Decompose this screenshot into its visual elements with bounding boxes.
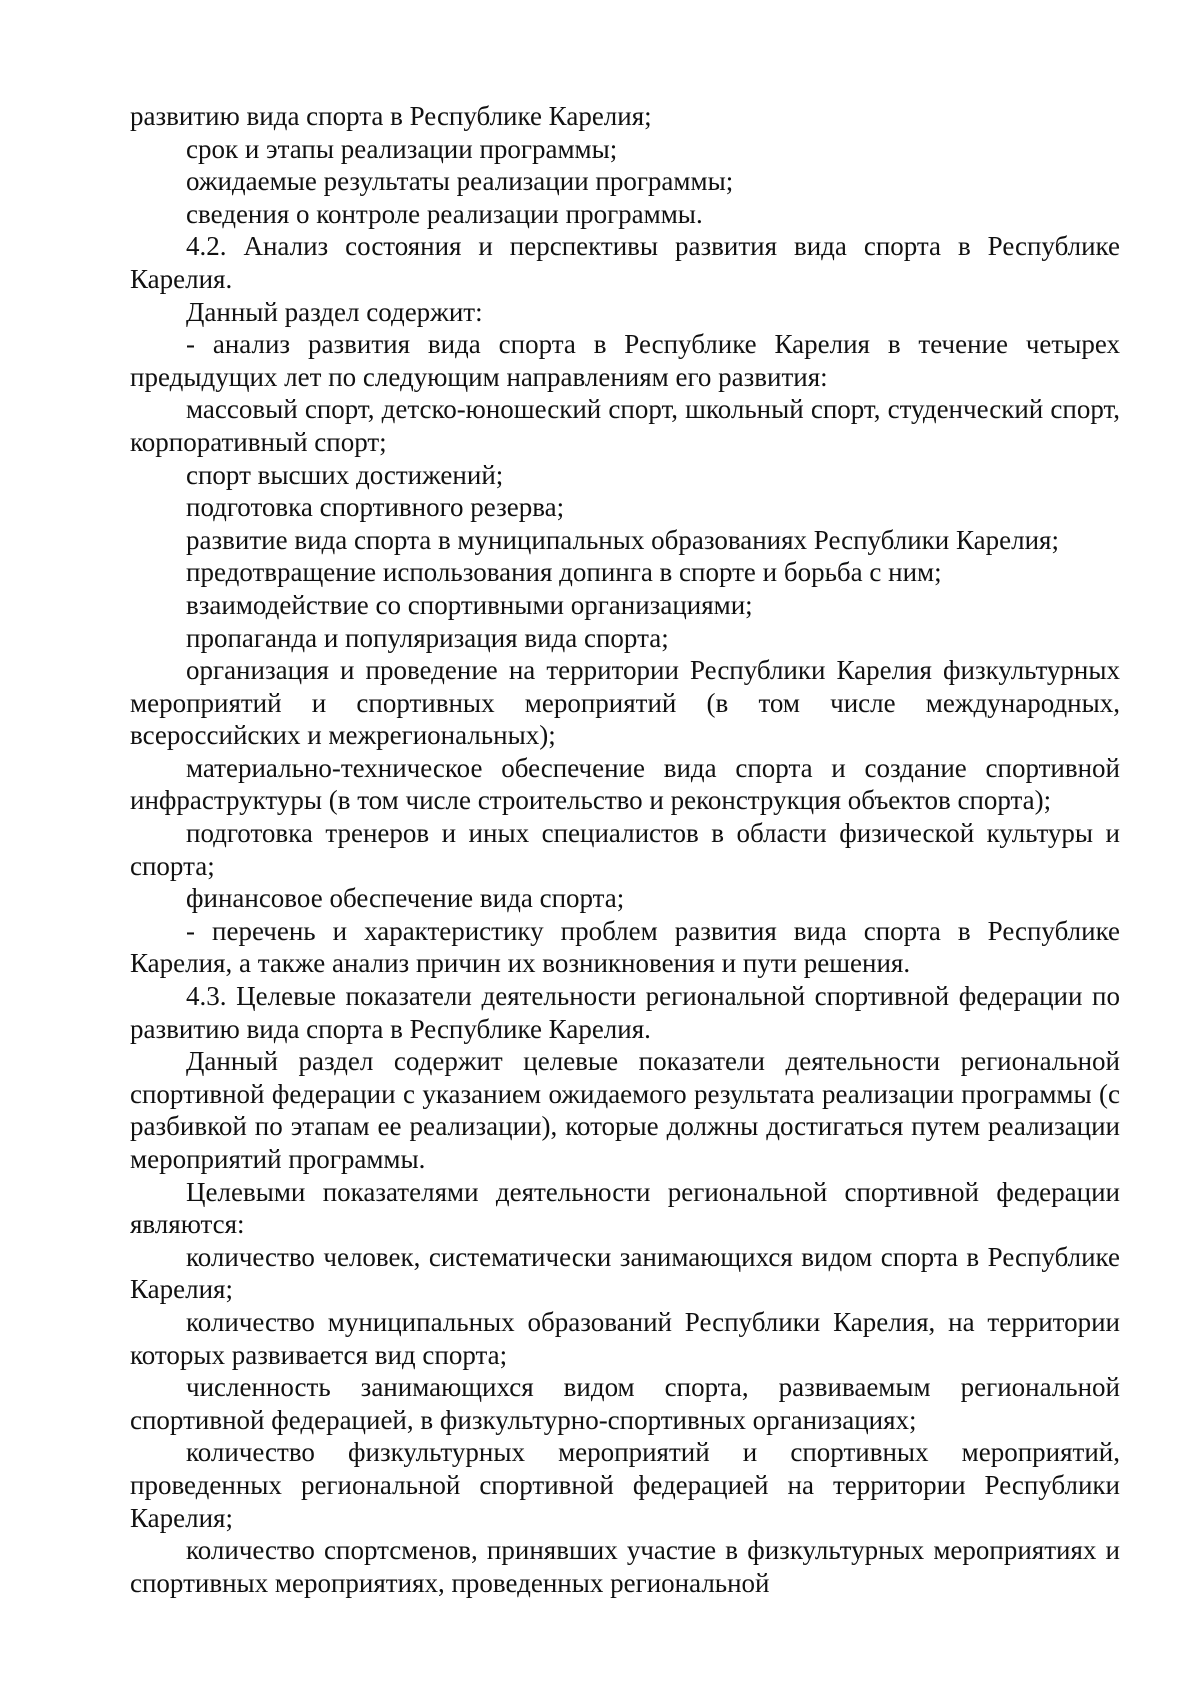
list-item: количество человек, систематически занимающихся видом спорта в Республике Карелия;	[130, 1241, 1120, 1305]
document-page	[130, 100, 1120, 1599]
list-item: взаимодействие со спортивными организациями;	[186, 589, 753, 620]
list-item: количество физкультурных мероприятий и спортивных мероприятий, проведенных региональной спортивной федерацией на территории Республики Карелия;	[130, 1437, 1120, 1533]
section-heading: 4.3. Целевые показатели деятельности региональной спортивной федерации по развитию вида спорта в Республике Карелия.	[130, 981, 1120, 1044]
paragraph: - перечень и характеристику проблем развития вида спорта в Республике Карелия, а также анализ причин их возникновения и пути решения.	[130, 915, 1120, 979]
list-item: количество муниципальных образований Республики Карелия, на территории которых развивается вид спорта;	[130, 1306, 1120, 1370]
paragraph: развитию вида спорта в Республике Карелия;	[130, 101, 652, 131]
list-item: численность занимающихся видом спорта, развиваемым региональной спортивной федерацией, в физкультурно-спортивных организациях;	[130, 1372, 1120, 1435]
list-item: количество спортсменов, принявших участие в физкультурных мероприятиях и спортивных мероприятиях, проведенных региональной	[130, 1535, 1120, 1598]
list-item: развитие вида спорта в муниципальных образованиях Республики Карелия;	[186, 524, 1059, 555]
list-item: предотвращение использования допинга в спорте и борьба с ним;	[186, 557, 942, 588]
paragraph: Данный раздел содержит целевые показатели деятельности региональной спортивной федерации с указанием ожидаемого результата реализации программы (с разбивкой по этапам ее реализации), которые должны достигаться путем реализации мероприятий программы.	[130, 1046, 1120, 1174]
list-item: подготовка спортивного резерва;	[186, 492, 565, 523]
paragraph: срок и этапы реализации программы;	[186, 133, 618, 164]
list-item: финансовое обеспечение вида спорта;	[186, 883, 625, 914]
list-item: организация и проведение на территории Республики Карелия физкультурных мероприятий и спортивных мероприятий (в том числе международных, всероссийских и межрегиональных);	[130, 655, 1120, 751]
paragraph: - анализ развития вида спорта в Республике Карелия в течение четырех предыдущих лет по следующим направлениям его развития:	[130, 329, 1120, 392]
paragraph: сведения о контроле реализации программы.	[186, 198, 703, 229]
paragraph: Целевыми показателями деятельности региональной спортивной федерации являются:	[130, 1176, 1120, 1240]
list-item: материально-техническое обеспечение вида спорта и создание спортивной инфраструктуры (в том числе строительство и реконструкция объектов спорта);	[130, 752, 1120, 816]
paragraph: ожидаемые результаты реализации программы;	[186, 166, 734, 197]
list-item: подготовка тренеров и иных специалистов в области физической культуры и спорта;	[130, 818, 1120, 881]
list-item: пропаганда и популяризация вида спорта;	[186, 622, 669, 653]
list-item: массовый спорт, детско-юношеский спорт, школьный спорт, студенческий спорт, корпоративный спорт;	[130, 394, 1120, 457]
paragraph: Данный раздел содержит:	[186, 296, 483, 327]
list-item: спорт высших достижений;	[186, 459, 504, 490]
section-heading: 4.2. Анализ состояния и перспективы развития вида спорта в Республике Карелия.	[130, 231, 1120, 294]
